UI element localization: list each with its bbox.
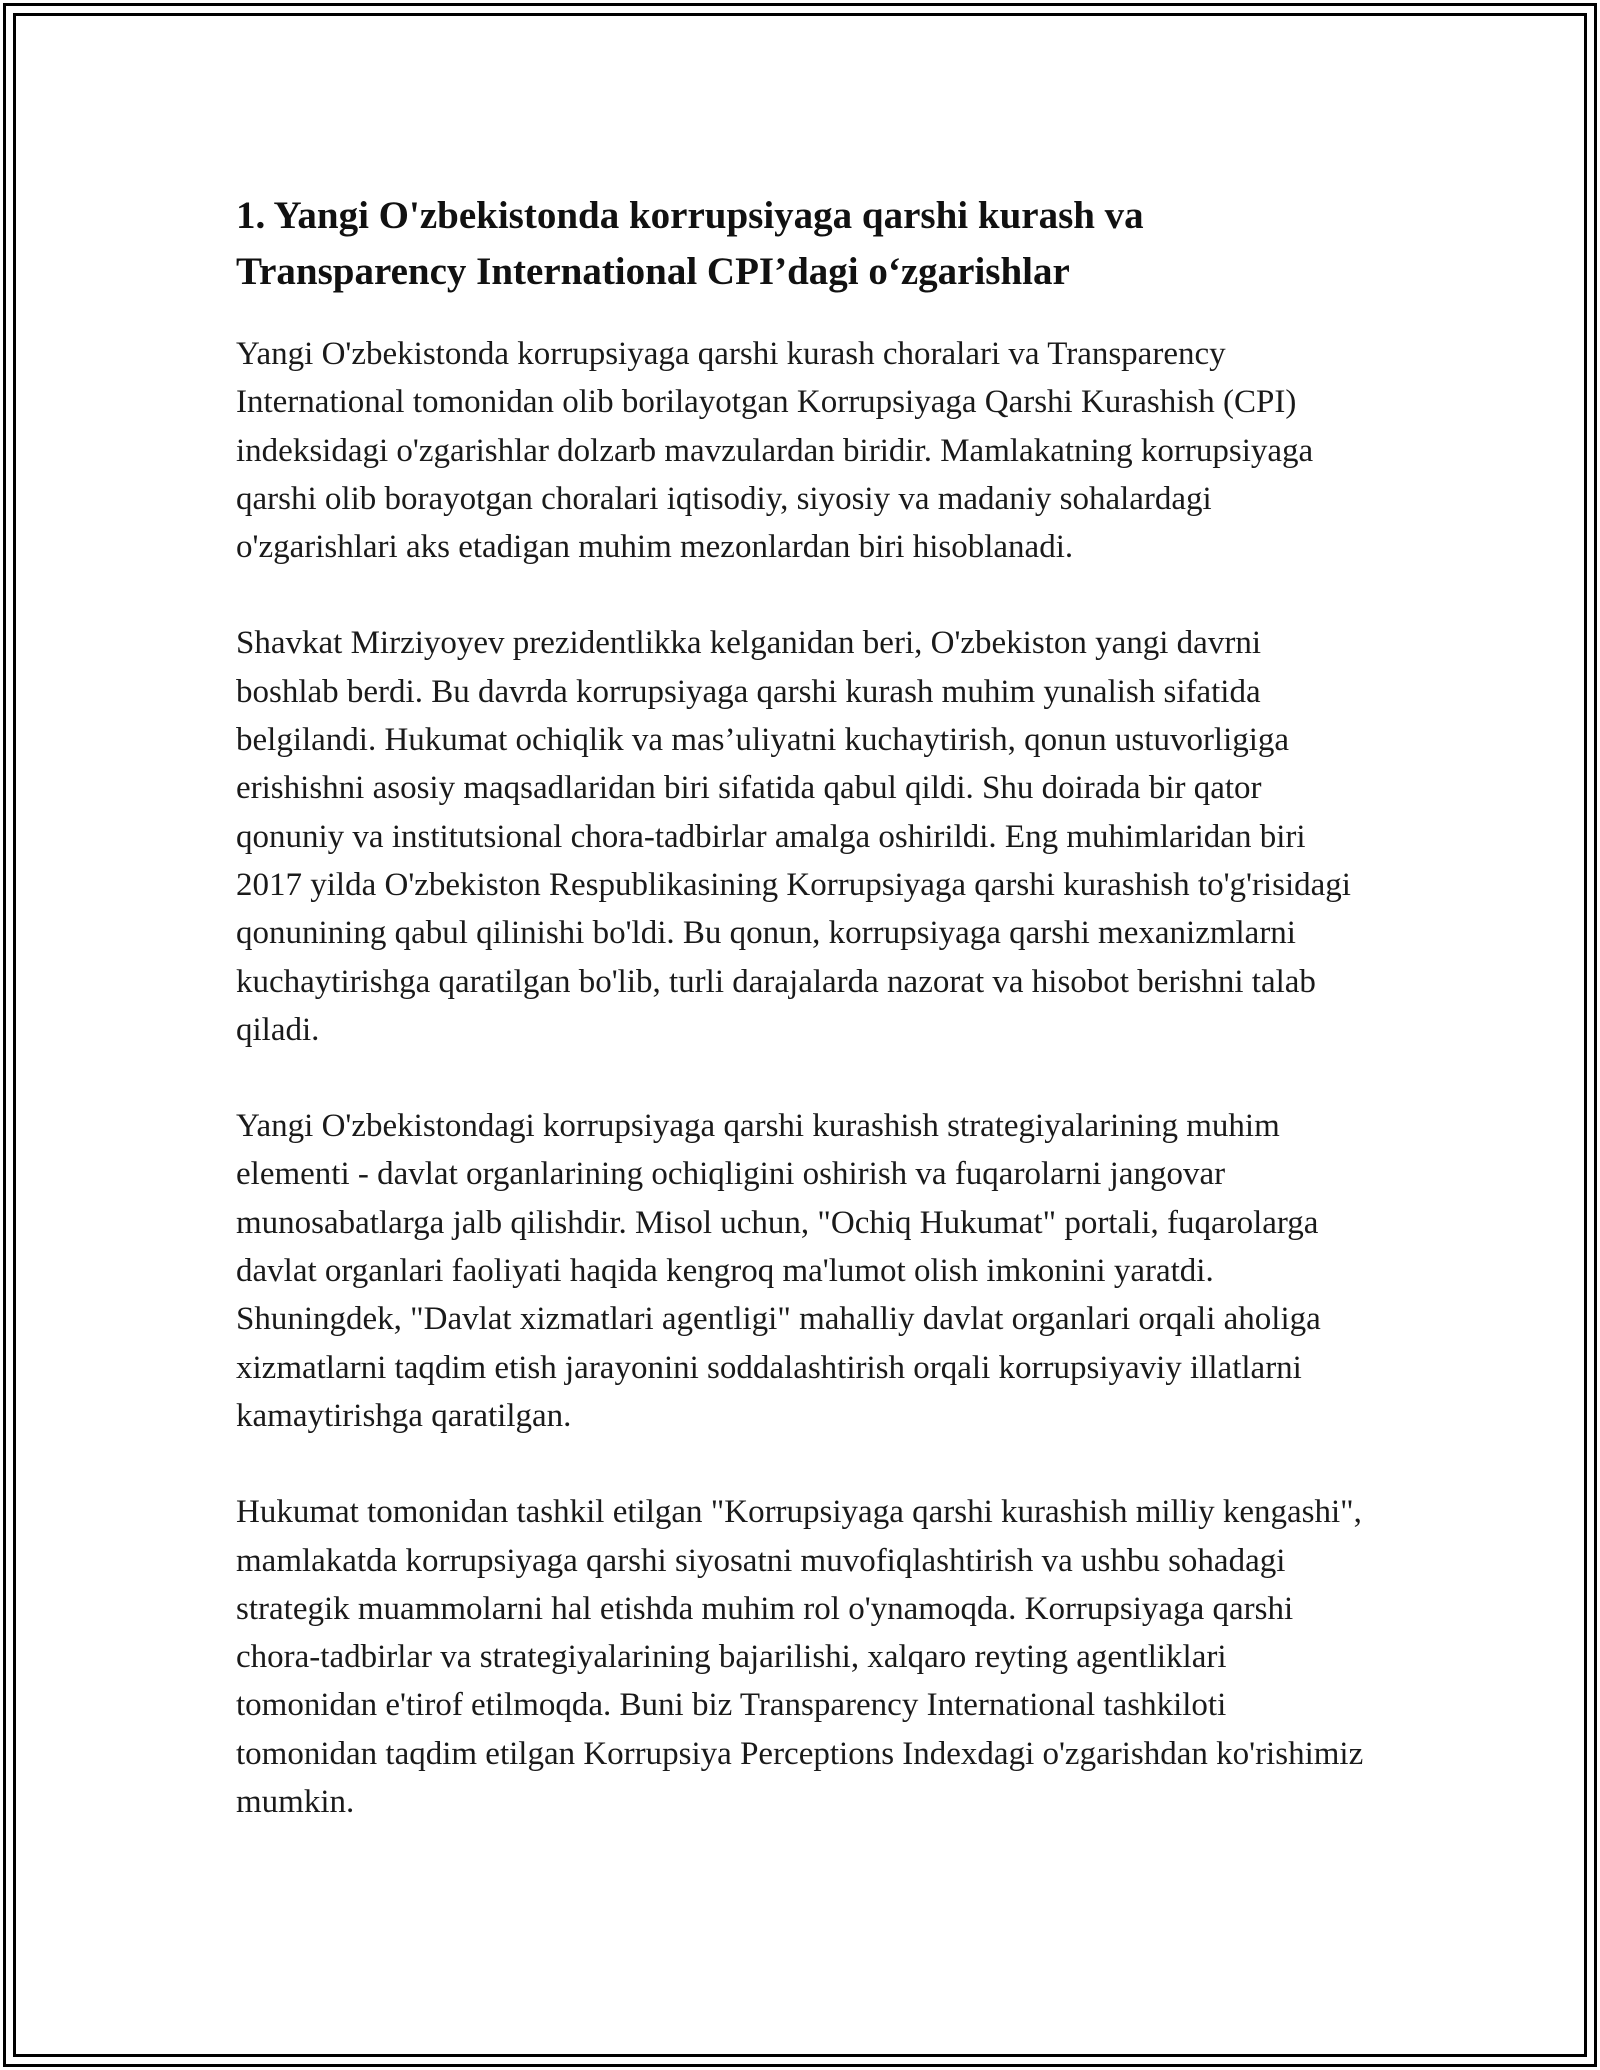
- paragraph-intro: Yangi O'zbekistonda korrupsiyaga qarshi kurash choralari va Transparency International tomonidan olib borilayotgan Korrupsiyaga Qarshi Kurashish (CPI) indeksidagi o'zgarishlar dolzarb mavzulardan biridir. Mamlakatning korrupsiyaga qarshi olib borayotgan choralari iqtisodiy, siyosiy va madaniy sohalardagi o'zgarishlari aks etadigan muhim mezonlardan biri hisoblanadi.: [236, 336, 1314, 566]
- section-heading: 1. Yangi O'zbekistonda korrupsiyaga qarshi kurash va Transparency International CPI’dagi o‘zgarishlar: [236, 194, 1144, 293]
- document-body: [236, 188, 1366, 1826]
- paragraph-national-council: Hukumat tomonidan tashkil etilgan "Korrupsiyaga qarshi kurashish milliy kengashi", mamlakatda korrupsiyaga qarshi siyosatni muvofiqlashtirish va ushbu sohadagi strategik muammolarni hal etishda muhim rol o'ynamoqda. Korrupsiyaga qarshi chora-tadbirlar va strategiyalarining bajarilishi, xalqaro reyting agentliklari tomonidan e'tirof etilmoqda. Buni biz Transparency International tashkiloti tomonidan taqdim etilgan Korrupsiya Perceptions Indexdagi o'zgarishdan ko'rishimiz mumkin.: [236, 1494, 1364, 1821]
- paragraph-history: Shavkat Mirziyoyev prezidentlikka kelganidan beri, O'zbekiston yangi davrni boshlab berdi. Bu davrda korrupsiyaga qarshi kurash muhim yunalish sifatida belgilandi. Hukumat ochiqlik va mas’uliyatni kuchaytirish, qonun ustuvorligiga erishishni asosiy maqsadlaridan biri sifatida qabul qildi. Shu doirada bir qator qonuniy va institutsional chora-tadbirlar amalga oshirildi. Eng muhimlaridan biri 2017 yilda O'zbekiston Respublikasining Korrupsiyaga qarshi kurashish to'g'risidagi qonunining qabul qilinishi bo'ldi. Bu qonun, korrupsiyaga qarshi mexanizmlarni kuchaytirishga qaratilgan bo'lib, turli darajalarda nazorat va hisobot berishni talab qiladi.: [236, 625, 1351, 1048]
- paragraph-strategy: Yangi O'zbekistondagi korrupsiyaga qarshi kurashish strategiyalarining muhim elementi - davlat organlarining ochiqligini oshirish va fuqarolarni jangovar munosabatlarga jalb qilishdir. Misol uchun, "Ochiq Hukumat" portali, fuqarolarga davlat organlari faoliyati haqida kengroq ma'lumot olish imkonini yaratdi. Shuningdek, "Davlat xizmatlari agentligi" mahalliy davlat organlari orqali aholiga xizmatlarni taqdim etish jarayonini soddalashtirish orqali korrupsiyaviy illatlarni kamaytirishga qaratilgan.: [236, 1108, 1321, 1434]
